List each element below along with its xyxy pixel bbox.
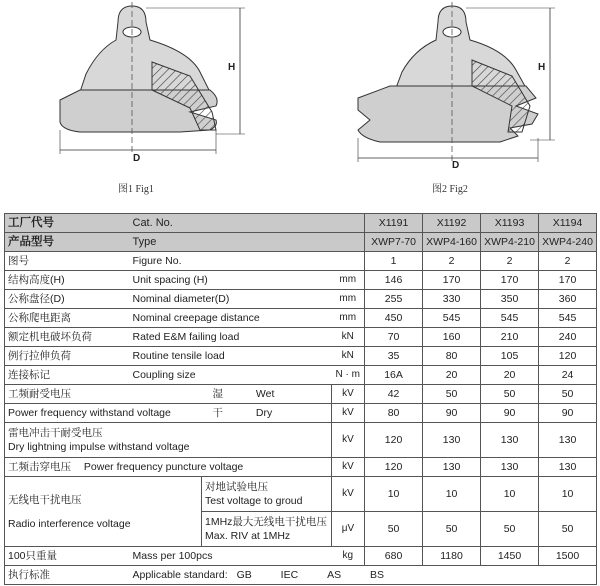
header-type-value: XWP4-240 bbox=[539, 233, 597, 252]
mass-value: 1180 bbox=[423, 547, 481, 566]
mass-value: 1450 bbox=[481, 547, 539, 566]
row-value: 210 bbox=[481, 328, 539, 347]
puncture-label-zh: 工频击穿电压 bbox=[8, 461, 71, 473]
row-label-en: Nominal creepage distance bbox=[130, 309, 332, 328]
row-value: 330 bbox=[423, 290, 481, 309]
puncture-unit: kV bbox=[332, 458, 365, 477]
standard-label-en: Applicable standard: bbox=[132, 569, 228, 581]
row-value: 2 bbox=[539, 252, 597, 271]
riv-test-en: Test voltage to groud bbox=[205, 495, 303, 507]
row-value: 20 bbox=[423, 366, 481, 385]
pf-wet-value: 50 bbox=[481, 385, 539, 404]
table-row bbox=[5, 309, 597, 328]
table-row bbox=[5, 366, 597, 385]
riv-label bbox=[5, 477, 202, 547]
puncture-row bbox=[5, 458, 597, 477]
fig2-caption: 图2 Fig2 bbox=[432, 184, 468, 195]
row-label-en: Rated E&M failing load bbox=[130, 328, 332, 347]
standard-item: GB bbox=[236, 569, 252, 581]
table-row bbox=[5, 328, 597, 347]
table-row bbox=[5, 347, 597, 366]
riv-max-en: Max. RIV at 1MHz bbox=[205, 530, 291, 542]
table-row bbox=[5, 290, 597, 309]
puncture-label bbox=[5, 458, 332, 477]
riv-max-value: 50 bbox=[539, 512, 597, 547]
lightning-value: 130 bbox=[423, 423, 481, 458]
row-label-zh: 例行拉伸负荷 bbox=[5, 347, 130, 366]
header-cat-no-value: X1192 bbox=[423, 214, 481, 233]
row-value: 170 bbox=[481, 271, 539, 290]
pf-wet-zh: 湿 bbox=[212, 388, 223, 400]
header-type-row bbox=[5, 233, 597, 252]
riv-test-value: 10 bbox=[539, 477, 597, 512]
pf-dry-value: 90 bbox=[539, 404, 597, 423]
insulator-figure-1 bbox=[40, 2, 280, 177]
pf-wet-label bbox=[202, 385, 332, 404]
row-value: 240 bbox=[539, 328, 597, 347]
fig1-d-label: D bbox=[133, 153, 141, 164]
row-label-en: Figure No. bbox=[130, 252, 332, 271]
mass-value: 1500 bbox=[539, 547, 597, 566]
mass-label-zh: 100只重量 bbox=[5, 547, 130, 566]
riv-test-value: 10 bbox=[423, 477, 481, 512]
pf-withstand-wet-row bbox=[5, 385, 597, 404]
figures-area bbox=[0, 0, 600, 206]
row-unit: kN bbox=[332, 347, 365, 366]
row-label-zh: 公称爬电距离 bbox=[5, 309, 130, 328]
row-value: 80 bbox=[423, 347, 481, 366]
row-value: 146 bbox=[365, 271, 423, 290]
mass-row bbox=[5, 547, 597, 566]
row-value: 545 bbox=[481, 309, 539, 328]
row-value: 105 bbox=[481, 347, 539, 366]
pf-withstand-dry-row bbox=[5, 404, 597, 423]
insulator-figure-2 bbox=[340, 2, 580, 177]
lightning-label-zh: 雷电冲击干耐受电压 bbox=[8, 427, 103, 439]
pf-wet-value: 50 bbox=[423, 385, 481, 404]
row-value: 20 bbox=[481, 366, 539, 385]
puncture-value: 130 bbox=[481, 458, 539, 477]
riv-label-en: Radio interference voltage bbox=[8, 517, 131, 530]
row-value: 2 bbox=[481, 252, 539, 271]
puncture-value: 120 bbox=[365, 458, 423, 477]
row-value: 350 bbox=[481, 290, 539, 309]
row-unit: mm bbox=[332, 271, 365, 290]
pf-dry-zh: 干 bbox=[212, 407, 223, 419]
row-value: 170 bbox=[539, 271, 597, 290]
riv-test-unit: kV bbox=[332, 477, 365, 512]
mass-label-en: Mass per 100pcs bbox=[130, 547, 332, 566]
lightning-label-en: Dry lightning impulse withstand voltage bbox=[8, 441, 190, 453]
riv-max-zh: 1MHz最大无线电干扰电压 bbox=[205, 516, 327, 528]
row-value: 35 bbox=[365, 347, 423, 366]
row-unit: mm bbox=[332, 290, 365, 309]
row-label-zh: 额定机电破坏负荷 bbox=[5, 328, 130, 347]
riv-test-zh: 对地试验电压 bbox=[205, 481, 268, 493]
header-cat-no-value: X1194 bbox=[539, 214, 597, 233]
row-value: 255 bbox=[365, 290, 423, 309]
standard-label-zh: 执行标准 bbox=[5, 566, 130, 585]
fig1-h-label: H bbox=[228, 62, 236, 73]
row-value: 160 bbox=[423, 328, 481, 347]
standard-item: AS bbox=[327, 569, 342, 581]
pf-dry-en: Dry bbox=[255, 407, 273, 419]
riv-max-value: 50 bbox=[365, 512, 423, 547]
puncture-value: 130 bbox=[539, 458, 597, 477]
fig2-d-label: D bbox=[452, 160, 460, 171]
riv-test-value: 10 bbox=[481, 477, 539, 512]
riv-test-row bbox=[5, 477, 597, 512]
lightning-row bbox=[5, 423, 597, 458]
row-label-zh: 图号 bbox=[5, 252, 130, 271]
row-value: 170 bbox=[423, 271, 481, 290]
pf-dry-value: 90 bbox=[423, 404, 481, 423]
lightning-value: 130 bbox=[481, 423, 539, 458]
riv-max-unit: μV bbox=[332, 512, 365, 547]
fig1-caption: 图1 Fig1 bbox=[118, 184, 154, 195]
row-value: 545 bbox=[423, 309, 481, 328]
row-value: 1 bbox=[365, 252, 423, 271]
standard-row bbox=[5, 566, 597, 585]
pf-dry-value: 90 bbox=[481, 404, 539, 423]
riv-test-value: 10 bbox=[365, 477, 423, 512]
row-value: 2 bbox=[423, 252, 481, 271]
pf-wet-value: 42 bbox=[365, 385, 423, 404]
row-label-zh: 连接标记 bbox=[5, 366, 130, 385]
row-value: 450 bbox=[365, 309, 423, 328]
row-label-en: Coupling size bbox=[130, 366, 332, 385]
row-value: 120 bbox=[539, 347, 597, 366]
lightning-value: 130 bbox=[539, 423, 597, 458]
riv-test-label bbox=[202, 477, 332, 512]
row-value: 545 bbox=[539, 309, 597, 328]
riv-label-zh: 无线电干扰电压 bbox=[8, 493, 82, 506]
header-cat-no-en: Cat. No. bbox=[130, 214, 365, 233]
puncture-label-en: Power frequency puncture voltage bbox=[83, 461, 244, 473]
pf-wet-en: Wet bbox=[255, 388, 275, 400]
row-unit: kN bbox=[332, 328, 365, 347]
pf-dry-unit: kV bbox=[332, 404, 365, 423]
header-type-value: XWP4-210 bbox=[481, 233, 539, 252]
standard-item: BS bbox=[370, 569, 385, 581]
pf-wet-value: 50 bbox=[539, 385, 597, 404]
lightning-label bbox=[5, 423, 332, 458]
fig2-h-label: H bbox=[538, 62, 546, 73]
header-cat-no-row bbox=[5, 214, 597, 233]
pf-wet-unit: kV bbox=[332, 385, 365, 404]
header-type-zh: 产品型号 bbox=[5, 233, 130, 252]
row-label-en: Routine tensile load bbox=[130, 347, 332, 366]
row-label-zh: 结构高度(H) bbox=[5, 271, 130, 290]
row-unit bbox=[332, 252, 365, 271]
header-type-en: Type bbox=[130, 233, 365, 252]
riv-max-label bbox=[202, 512, 332, 547]
pf-dry-value: 80 bbox=[365, 404, 423, 423]
header-cat-no-value: X1193 bbox=[481, 214, 539, 233]
table-row bbox=[5, 271, 597, 290]
header-cat-no-value: X1191 bbox=[365, 214, 423, 233]
riv-max-value: 50 bbox=[423, 512, 481, 547]
row-label-zh: 公称盘径(D) bbox=[5, 290, 130, 309]
spec-table bbox=[4, 213, 597, 585]
mass-value: 680 bbox=[365, 547, 423, 566]
pf-withstand-label-en: Power frequency withstand voltage bbox=[5, 404, 202, 423]
puncture-value: 130 bbox=[423, 458, 481, 477]
standard-item: IEC bbox=[280, 569, 299, 581]
mass-unit: kg bbox=[332, 547, 365, 566]
row-value: 16A bbox=[365, 366, 423, 385]
header-cat-no-zh: 工厂代号 bbox=[5, 214, 130, 233]
lightning-value: 120 bbox=[365, 423, 423, 458]
row-value: 70 bbox=[365, 328, 423, 347]
riv-max-value: 50 bbox=[481, 512, 539, 547]
header-type-value: XWP7-70 bbox=[365, 233, 423, 252]
lightning-unit: kV bbox=[332, 423, 365, 458]
table-row bbox=[5, 252, 597, 271]
row-unit: N · m bbox=[332, 366, 365, 385]
row-label-en: Unit spacing (H) bbox=[130, 271, 332, 290]
pf-withstand-label-zh: 工频耐受电压 bbox=[5, 385, 202, 404]
row-label-en: Nominal diameter(D) bbox=[130, 290, 332, 309]
row-value: 24 bbox=[539, 366, 597, 385]
row-unit: mm bbox=[332, 309, 365, 328]
row-value: 360 bbox=[539, 290, 597, 309]
pf-dry-label bbox=[202, 404, 332, 423]
standard-list bbox=[130, 566, 597, 585]
header-type-value: XWP4-160 bbox=[423, 233, 481, 252]
